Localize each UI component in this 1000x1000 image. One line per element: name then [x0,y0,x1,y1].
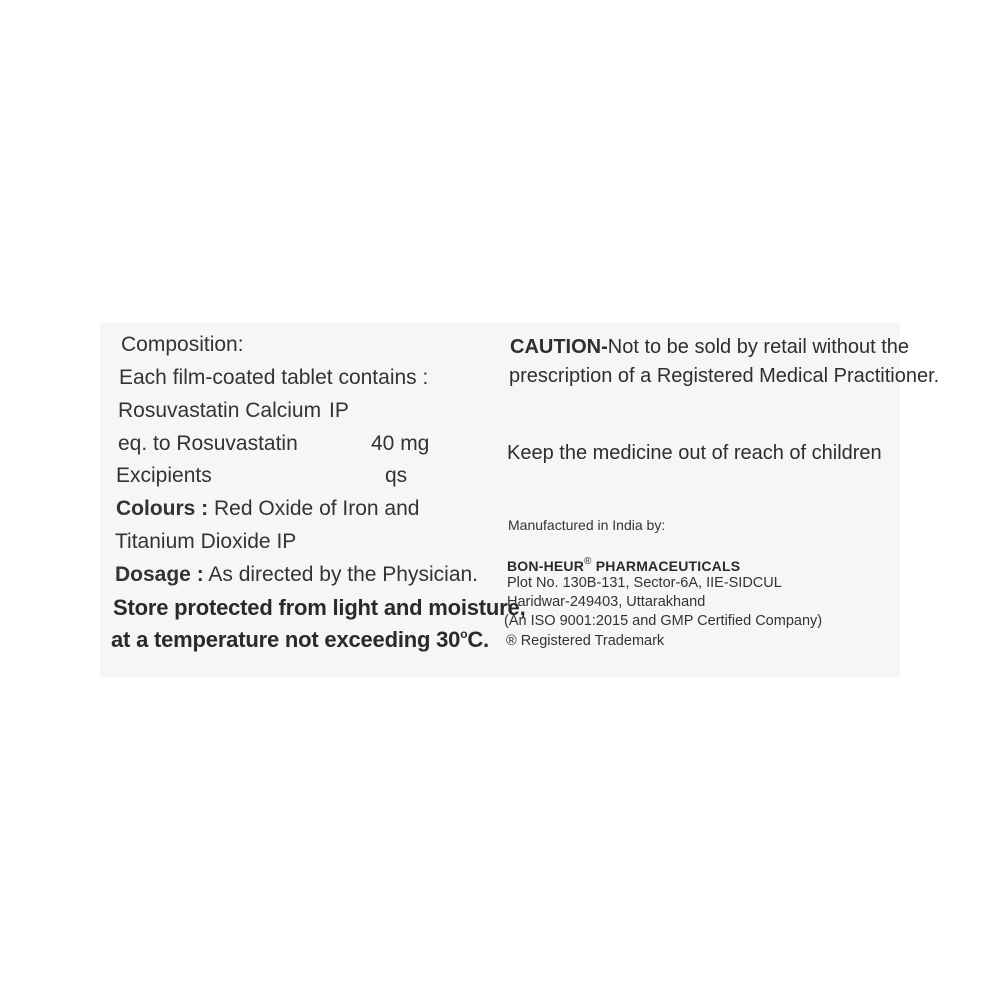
caution-label: CAUTION- [510,336,608,358]
excipients-amount: qs [385,464,408,487]
manufacturer-address-1: Plot No. 130B-131, Sector-6A, IIE-SIDCUL [507,575,782,591]
dosage-text: As directed by the Physician. [208,563,479,586]
manufacturer-certification: (An ISO 9001:2015 and GMP Certified Company) [504,613,823,629]
manufacturer-name-part-2: PHARMACEUTICALS [595,558,741,574]
caution-text-1: Not to be sold by retail without the [607,336,910,358]
excipients-label: Excipients [116,464,212,487]
colours-line-2: Titanium Dioxide IP [115,530,297,553]
storage-line-2 [111,628,489,651]
caution-line-2: prescription of a Registered Medical Practitioner. [509,365,940,387]
composition-contains-text: Each film-coated tablet contains : [119,366,429,389]
storage-line-1: Store protected from light and moisture, [113,595,526,620]
equivalent-amount: 40 mg [371,432,430,455]
registered-mark-icon: ® [584,556,592,567]
equivalent-label: eq. to Rosuvastatin [118,432,298,455]
storage-line-2-unit: C. [467,627,489,652]
caution-line-1 [510,337,909,357]
medicine-label-panel [100,322,940,678]
manufacturer-name-part-1: BON-HEUR [507,558,585,574]
colours-line-1 [116,498,419,519]
keep-away-warning: Keep the medicine out of reach of children [507,442,882,464]
degree-mark: o [460,627,468,641]
colours-text-1: Red Oxide of Iron and [214,497,420,520]
ingredient-grade: IP [329,399,349,422]
dosage-line [115,564,478,585]
dosage-label: Dosage : [115,563,204,586]
manufacturer-heading: Manufactured in India by: [508,517,666,533]
storage-line-2-text: at a temperature not exceeding 30 [111,627,461,652]
manufacturer-address-2: Haridwar-249403, Uttarakhand [507,594,706,610]
composition-heading: Composition: [121,333,244,356]
trademark-note: ® Registered Trademark [506,633,665,649]
colours-label: Colours : [116,497,209,520]
manufacturer-name [507,557,740,573]
ingredient-name: Rosuvastatin Calcium [118,399,322,422]
